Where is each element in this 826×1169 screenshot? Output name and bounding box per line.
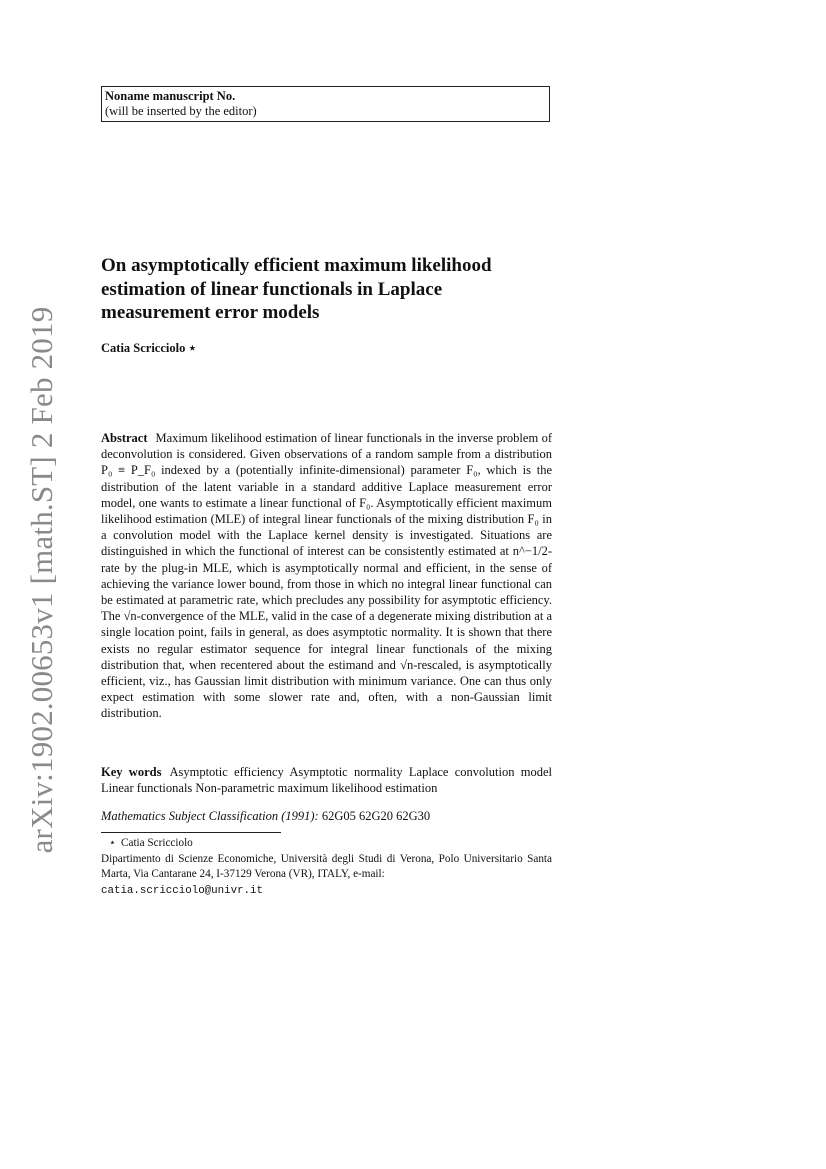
footnote-name: Catia Scricciolo xyxy=(121,837,193,849)
manuscript-number: Noname manuscript No. xyxy=(105,89,236,103)
paper-title: On asymptotically efficient maximum likelihood estimation of linear functionals in Laplace measurement error models xyxy=(101,255,492,323)
editor-box xyxy=(101,86,550,122)
arxiv-sidebar xyxy=(20,306,64,854)
footnote-email[interactable]: catia.scricciolo@univr.it xyxy=(101,884,263,897)
keywords-text: Asymptotic efficiency Asymptotic normality Laplace convolution model Linear functionals Non-parametric maximum likelihood estimation xyxy=(101,765,552,796)
msc-label: Mathematics Subject Classification (1991): xyxy=(101,809,319,823)
abstract-label: Abstract xyxy=(101,431,148,445)
abstract xyxy=(101,430,552,722)
footnote-affiliation: Dipartimento di Scienze Economiche, Università degli Studi di Verona, Polo Universitario Santa Marta, Via Cantarane 24, I-37129 Verona (VR), ITALY, e-mail: xyxy=(101,852,552,880)
footnote xyxy=(101,836,552,899)
footnote-star: ⋆ xyxy=(109,837,117,849)
author-name: Catia Scricciolo ⋆ xyxy=(101,341,197,355)
editor-note: (will be inserted by the editor) xyxy=(105,104,257,118)
arxiv-identifier: arXiv:1902.00653v1 [math.ST] 2 Feb 2019 xyxy=(24,306,59,854)
keywords-label: Key words xyxy=(101,765,162,779)
keywords xyxy=(101,764,552,796)
footnote-rule xyxy=(101,832,281,833)
abstract-text: Maximum likelihood estimation of linear functionals in the inverse problem of deconvolution is considered. Given observations of a random sample from a distribution P₀ ≡ P_F₀ indexed by a (potentially infinite-dimensional) parameter F₀, which is the distribution of the latent variable in a standard additive Laplace measurement error model, one wants to estimate a linear functional of F₀. Asymptotically efficient maximum likelihood estimation (MLE) of integral linear functionals of the mixing distribution F₀ in a convolution model with the Laplace kernel density is investigated. Situations are distinguished in which the functional of interest can be consistently estimated at n^−1/2-rate by the plug-in MLE, which is asymptotically normal and efficient, in the sense of achieving the variance lower bound, from those in which no integral linear functional can be estimated at parametric rate, which precludes any possibility for asymptotic efficiency. The √n-convergence of the MLE, valid in the case of a degenerate mixing distribution at a single location point, fails in general, as does asymptotic normality. It is shown that there exists no regular estimator sequence for integral linear functionals of the mixing distribution that, when recentered about the estimand and √n-rescaled, is asymptotically efficient, viz., has Gaussian limit distribution with minimum variance. One can thus only expect estimation with some slower rate and, often, with a non-Gaussian limit distribution. xyxy=(101,431,552,721)
subject-classification xyxy=(101,808,552,824)
msc-codes: 62G05 62G20 62G30 xyxy=(321,809,431,823)
